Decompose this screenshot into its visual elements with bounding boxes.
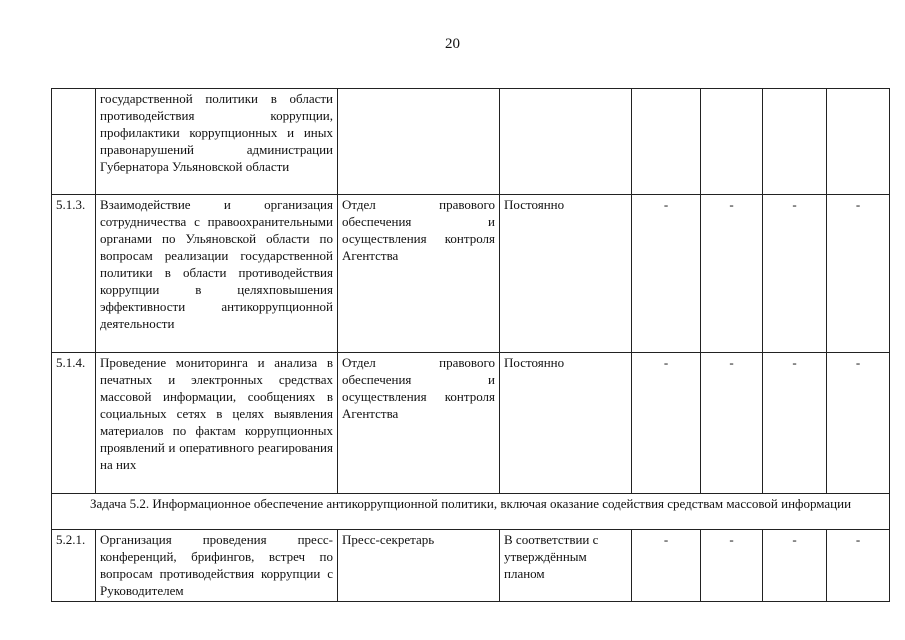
row-value-2 bbox=[701, 89, 763, 195]
row-executor: Отдел правового обеспечения и осуществления контроля Агентства bbox=[338, 195, 500, 353]
row-executor: Пресс-секретарь bbox=[338, 530, 500, 602]
row-value-4: - bbox=[827, 353, 890, 494]
row-value-1 bbox=[632, 89, 701, 195]
row-number: 5.1.3. bbox=[52, 195, 96, 353]
table-row bbox=[52, 195, 890, 353]
task-row bbox=[52, 494, 890, 530]
row-value-3 bbox=[763, 89, 827, 195]
table-row bbox=[52, 530, 890, 602]
row-value-4 bbox=[827, 89, 890, 195]
row-value-3: - bbox=[763, 530, 827, 602]
row-number bbox=[52, 89, 96, 195]
row-description: государственной политики в области противодействия коррупции, профилактики коррупционных и иных правонарушений администрации Губернатора Ульяновской области bbox=[96, 89, 338, 195]
row-value-1: - bbox=[632, 530, 701, 602]
row-value-2: - bbox=[701, 530, 763, 602]
row-value-1: - bbox=[632, 195, 701, 353]
row-description: Проведение мониторинга и анализа в печатных и электронных средствах массовой информации, сообщениях в социальных сетях в целях выявления материалов по фактам коррупционных проявлений и оперативного реагирования на них bbox=[96, 353, 338, 494]
row-value-2: - bbox=[701, 353, 763, 494]
row-term bbox=[500, 89, 632, 195]
row-executor bbox=[338, 89, 500, 195]
row-description: Взаимодействие и организация сотрудничества с правоохранительными органами по Ульяновской области по вопросам реализации государственной политики в области противодействия коррупции в целяхповышения эффективности антикоррупционной деятельности bbox=[96, 195, 338, 353]
row-number: 5.2.1. bbox=[52, 530, 96, 602]
row-term: В соответствии с утверждённым планом bbox=[500, 530, 632, 602]
table-row bbox=[52, 353, 890, 494]
row-value-4: - bbox=[827, 530, 890, 602]
task-heading: Задача 5.2. Информационное обеспечение антикоррупционной политики, включая оказание содействия средствам массовой информации bbox=[52, 494, 890, 530]
row-description: Организация проведения пресс-конференций, брифингов, встреч по вопросам противодействия коррупции с Руководителем bbox=[96, 530, 338, 602]
row-value-3: - bbox=[763, 195, 827, 353]
row-executor: Отдел правового обеспечения и осуществления контроля Агентства bbox=[338, 353, 500, 494]
action-plan-table bbox=[51, 88, 890, 602]
row-value-1: - bbox=[632, 353, 701, 494]
row-term: Постоянно bbox=[500, 353, 632, 494]
table-row bbox=[52, 89, 890, 195]
row-value-4: - bbox=[827, 195, 890, 353]
row-value-2: - bbox=[701, 195, 763, 353]
row-term: Постоянно bbox=[500, 195, 632, 353]
row-number: 5.1.4. bbox=[52, 353, 96, 494]
row-value-3: - bbox=[763, 353, 827, 494]
page-number: 20 bbox=[445, 36, 460, 52]
